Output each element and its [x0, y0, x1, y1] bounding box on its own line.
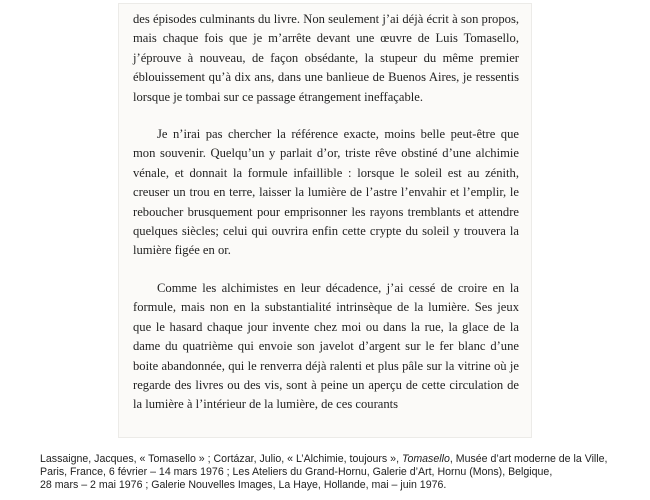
paragraph-1: des épisodes culminants du livre. Non seulement j’ai déjà écrit à son propos, mais chaque fois que je m’arrête devant une œuvre de Luis Tomasello, j’éprouve à nouveau, de façon obsédante, la stupeur du même premier éblouissement qu’à dix ans, dans une banlieue de Buenos Aires, je ressentis lorsque je tombai sur ce passage étrangement ineffaçable.: [133, 12, 519, 104]
caption-line-1: [40, 453, 640, 466]
caption-line-2: Paris, France, 6 février – 14 mars 1976 ; Les Ateliers du Grand-Hornu, Galerie d’Art, Hornu (Mons), Belgique,: [40, 466, 553, 479]
caption-line-1-title: Tomasello: [401, 453, 450, 465]
image-caption: [40, 453, 640, 493]
page-body-text: [133, 10, 519, 433]
caption-line-1-post: , Musée d’art moderne de la Ville,: [449, 453, 608, 465]
caption-line-3: 28 mars – 2 mai 1976 ; Galerie Nouvelles Images, La Haye, Hollande, mai – juin 1976.: [40, 479, 447, 492]
paragraph-2: Je n’irai pas chercher la référence exacte, moins belle peut-être que mon souvenir. Quelqu’un y parlait d’or, triste rêve obstiné d’une alchimie vénale, et donnait la formule infaillible : lorsque le soleil est au zénith, creuser un trou en terre, laisser la lumière de l’astre l’envahir et l’emplir, le reboucher brusquement pour emprisonner les rayons tremblants et attendre quelques siècles; celui qui ouvrira enfin cette crypte du soleil y trouvera la lumière figée en or.: [133, 127, 519, 258]
paragraph-3: Comme les alchimistes en leur décadence, j’ai cessé de croire en la formule, mais non en la substantialité intrinsèque de la lumière. Ses jeux que le hasard chaque jour invente chez moi ou dans la rue, la glace de la dame du quatrième qui envoie son javelot d’argent sur le fer blanc d’une boite abandonnée, qui le renverra déjà ralenti et plus pâle sur la vitrine où je regarde des livres ou des vis, sont à peine un aperçu de cette circulation de la lumière à l’intérieur de la lumière, de ces courants: [133, 280, 519, 412]
caption-line-1-pre: Lassaigne, Jacques, « Tomasello » ; Cortázar, Julio, « L’Alchimie, toujours »,: [40, 453, 402, 465]
scanned-book-page: [119, 4, 531, 437]
